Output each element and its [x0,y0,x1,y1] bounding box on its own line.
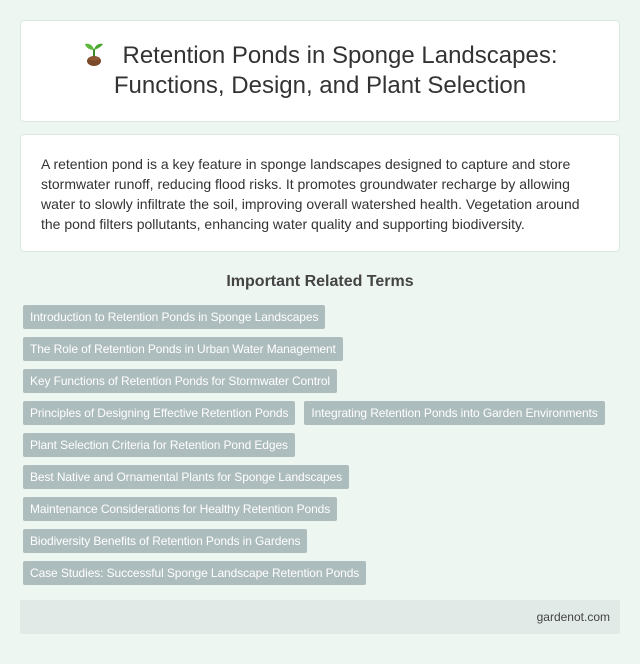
title-line-1: Retention Ponds in Sponge Landscapes: [122,42,558,69]
term-row [23,433,623,465]
page-title [83,41,558,101]
term-row [23,337,623,369]
term-tag[interactable]: Maintenance Considerations for Healthy Retention Ponds [23,497,337,521]
term-tag[interactable]: Introduction to Retention Ponds in Sponge Landscapes [23,305,325,329]
term-row [23,497,623,529]
term-row [23,369,623,401]
title-card [20,20,620,122]
term-tag[interactable]: Plant Selection Criteria for Retention Pond Edges [23,433,295,457]
description-card [20,134,620,252]
term-row [23,465,623,497]
term-row [23,305,623,337]
description-text: A retention pond is a key feature in sponge landscapes designed to capture and store stormwater runoff, reducing flood risks. It promotes groundwater recharge by allowing water to slowly infiltrate the soil, improving overall watershed health. Vegetation around the pond filters pollutants, enhancing water quality and supporting biodiversity. [41,156,580,232]
footer [20,600,620,634]
term-tag[interactable]: Principles of Designing Effective Retention Ponds [23,401,295,425]
term-row [23,529,623,561]
related-terms-list [23,305,623,593]
term-tag[interactable]: Integrating Retention Ponds into Garden Environments [304,401,604,425]
site-link[interactable]: gardenot.com [536,610,610,624]
title-line-2: Functions, Design, and Plant Selection [113,72,527,99]
term-tag[interactable]: Best Native and Ornamental Plants for Sponge Landscapes [23,465,349,489]
term-row [23,561,623,593]
related-terms-heading: Important Related Terms [226,273,414,290]
term-tag[interactable]: Case Studies: Successful Sponge Landscape Retention Ponds [23,561,366,585]
seedling-icon [83,42,105,66]
term-tag[interactable]: The Role of Retention Ponds in Urban Water Management [23,337,343,361]
term-tag[interactable]: Biodiversity Benefits of Retention Ponds in Gardens [23,529,307,553]
term-row [23,401,623,433]
term-tag[interactable]: Key Functions of Retention Ponds for Stormwater Control [23,369,337,393]
